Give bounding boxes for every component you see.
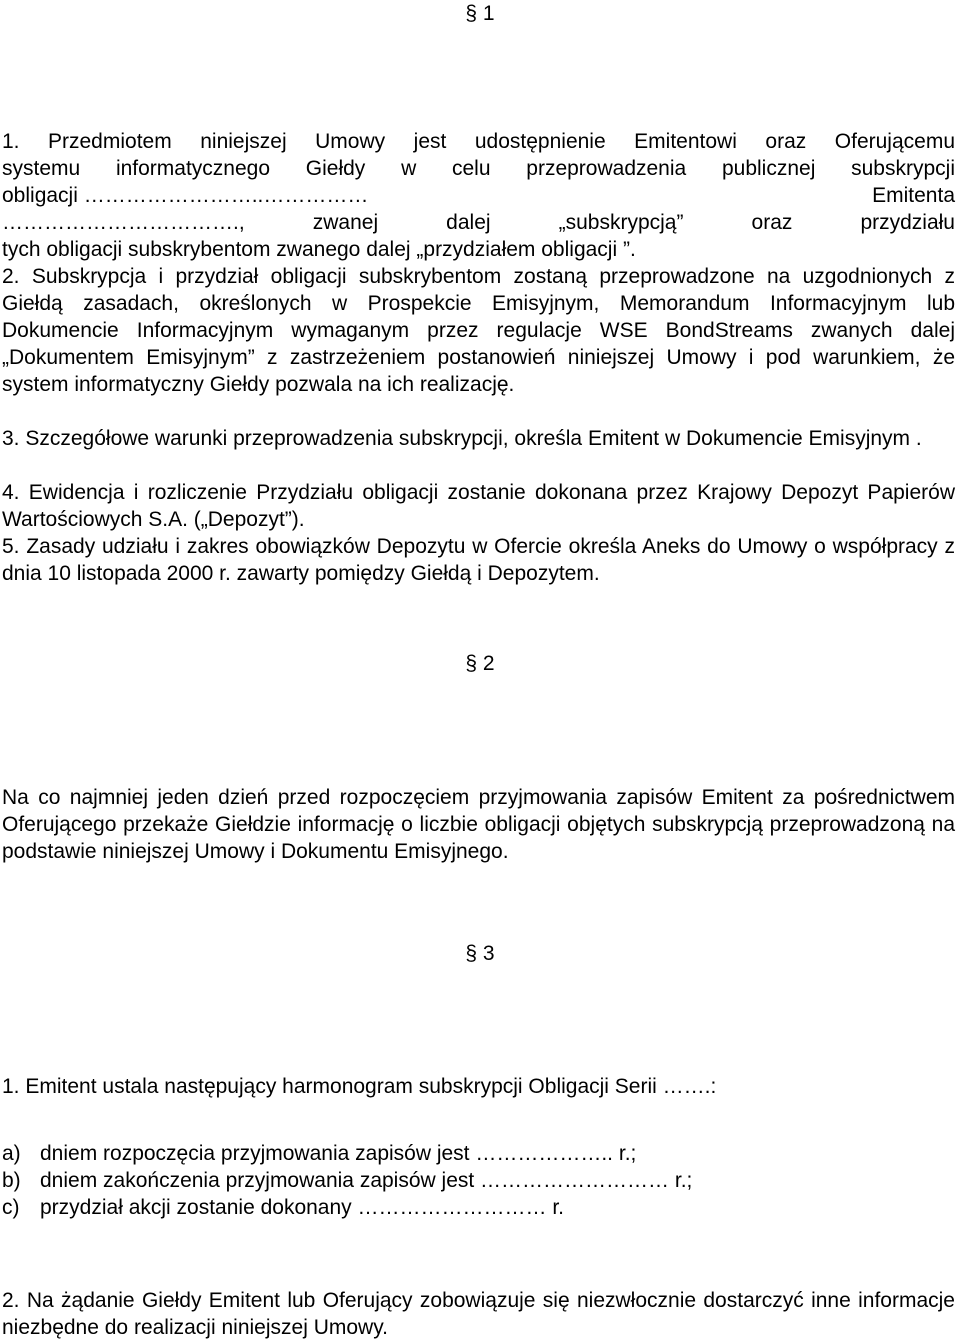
item-number: 4. xyxy=(2,481,20,504)
item-number: 3. xyxy=(2,427,20,450)
item-number: 5. xyxy=(2,535,20,558)
item-1-line-4: ……………………………., zwanej dalej „subskrypcją” oraz przydziału xyxy=(2,211,955,234)
item-number: 1. xyxy=(2,130,20,153)
item-text: Szczegółowe warunki przeprowadzenia subskrypcji, określa Emitent w Dokumencie Emisyjnym . xyxy=(25,427,922,450)
item-text: Emitent ustala następujący harmonogram subskrypcji Obligacji Serii …….: xyxy=(25,1075,717,1098)
item-letter: b) xyxy=(2,1169,21,1192)
item-1-line-5: tych obligacji subskrybentom zwanego dalej „przydziałem obligacji ”. xyxy=(2,238,636,261)
section-heading-3: § 3 xyxy=(465,942,495,965)
section-3-item-1 xyxy=(2,1073,955,1100)
section-heading-1: § 1 xyxy=(465,2,495,25)
item-text: dniem rozpoczęcia przyjmowania zapisów jest ……………….. r.; xyxy=(40,1142,637,1165)
section-heading-2: § 2 xyxy=(465,652,495,675)
line-text: Przedmiotem niniejszej Umowy jest udostępnienie Emitentowi oraz Oferującemu xyxy=(48,130,955,153)
section-1-item-2 xyxy=(2,263,955,398)
item-letter: a) xyxy=(2,1142,21,1165)
item-number: 2. xyxy=(2,1289,20,1312)
item-text: Na żądanie Giełdy Emitent lub Oferujący zobowiązuje się niezwłocznie dostarczyć inne informacje niezbędne do realizacji niniejszej Umowy. xyxy=(2,1289,955,1339)
item-text: przydział akcji zostanie dokonany ……………………… r. xyxy=(40,1196,565,1219)
section-1-item-5 xyxy=(2,533,955,587)
item-4-paragraph xyxy=(2,479,955,533)
line-3-right: Emitenta xyxy=(872,184,955,207)
section-1-item-4 xyxy=(2,479,955,533)
item-2-paragraph xyxy=(2,263,955,398)
section-3-item-2 xyxy=(2,1287,955,1341)
item-1-line-3 xyxy=(2,182,955,209)
section-2-paragraph xyxy=(2,784,955,865)
item-letter: c) xyxy=(2,1196,20,1219)
item-1-line-2: systemu informatycznego Giełdy w celu przeprowadzenia publicznej subskrypcji xyxy=(2,157,955,180)
item-number: 1. xyxy=(2,1075,20,1098)
item-text: Subskrypcja i przydział obligacji subskrybentom zostaną przeprowadzone na uzgodnionych z Giełdą zasadach, określonych w Prospekcie Emisyjnym, Memorandum Informacyjnym lub Dokumencie Informacyjnym wymaganym przez regulacje WSE BondStreams zwanych dalej „Dokumentem Emisyjnym” z zastrzeżeniem postanowień niniejszej Umowy i pod warunkiem, że system informatyczny Giełdy pozwala na ich realizację. xyxy=(2,265,956,396)
item-5-paragraph xyxy=(2,533,955,587)
item-1-line-1 xyxy=(48,128,955,155)
item-text: Zasady udziału i zakres obowiązków Depozytu w Ofercie określa Aneks do Umowy o współpracy z dnia 10 listopada 2000 r. zawarty pomiędzy Giełdą i Depozytem. xyxy=(2,535,955,585)
line-3-left: obligacji ……………………..…………… xyxy=(2,184,369,207)
item-text: dniem zakończenia przyjmowania zapisów jest ……………………… r.; xyxy=(40,1169,693,1192)
section-2-text: Na co najmniej jeden dzień przed rozpoczęciem przyjmowania zapisów Emitent za pośrednictwem Oferującego przekaże Giełdzie informację o liczbie obligacji objętych subskrypcją przeprowadzoną na podstawie niniejszej Umowy i Dokumentu Emisyjnego. xyxy=(2,786,955,863)
item-text: Ewidencja i rozliczenie Przydziału obligacji zostanie dokonana przez Krajowy Depozyt Papierów Wartościowych S.A. („Depozyt”). xyxy=(2,481,955,531)
item-number: 2. xyxy=(2,265,20,288)
section-1-item-3 xyxy=(2,425,955,452)
item-2-paragraph xyxy=(2,1287,955,1341)
item-3-paragraph xyxy=(2,425,955,452)
